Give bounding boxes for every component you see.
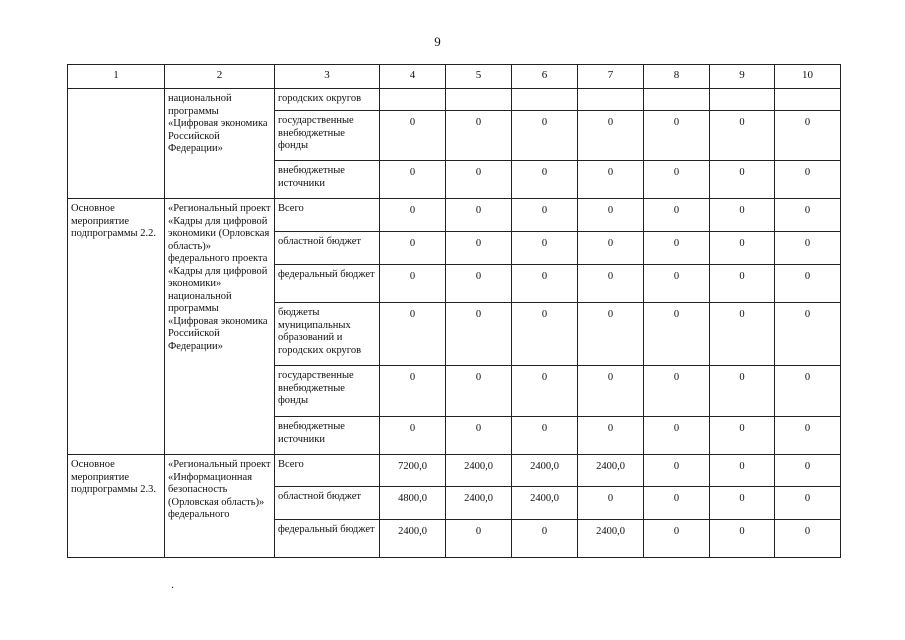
header-cell: 9 [710, 65, 775, 89]
value-cell: 0 [710, 366, 775, 417]
value-cell: 0 [446, 520, 512, 558]
value-cell: 0 [380, 366, 446, 417]
value-cell: 0 [710, 303, 775, 366]
funding-source-cell: областной бюджет [275, 232, 380, 265]
value-cell: 0 [775, 232, 841, 265]
header-cell: 7 [578, 65, 644, 89]
value-cell: 0 [446, 199, 512, 232]
value-cell: 0 [446, 366, 512, 417]
value-cell: 0 [578, 199, 644, 232]
value-cell: 0 [578, 417, 644, 455]
value-cell: 0 [578, 111, 644, 161]
header-cell: 6 [512, 65, 578, 89]
event-cell: Основное мероприятие подпрограммы 2.3. [68, 455, 165, 558]
value-cell: 0 [710, 161, 775, 199]
value-cell: 0 [512, 303, 578, 366]
value-cell: 0 [775, 417, 841, 455]
value-cell: 0 [710, 232, 775, 265]
value-cell: 0 [644, 199, 710, 232]
value-cell: 0 [775, 455, 841, 487]
value-cell: 0 [446, 417, 512, 455]
value-cell: 2400,0 [446, 455, 512, 487]
funding-source-cell: Всего [275, 455, 380, 487]
event-cell [68, 89, 165, 199]
value-cell: 0 [512, 161, 578, 199]
value-cell: 0 [775, 303, 841, 366]
value-cell: 0 [710, 455, 775, 487]
header-cell: 3 [275, 65, 380, 89]
header-cell: 4 [380, 65, 446, 89]
value-cell: 0 [710, 487, 775, 520]
value-cell: 0 [644, 265, 710, 303]
value-cell: 0 [578, 265, 644, 303]
value-cell: 0 [512, 265, 578, 303]
funding-source-cell: областной бюджет [275, 487, 380, 520]
value-cell: 0 [775, 111, 841, 161]
header-row [68, 65, 841, 89]
budget-table [67, 64, 841, 558]
value-cell: 2400,0 [578, 455, 644, 487]
value-cell: 0 [380, 303, 446, 366]
table-row [68, 455, 841, 487]
value-cell [380, 89, 446, 111]
value-cell: 0 [578, 232, 644, 265]
funding-source-cell: федеральный бюджет [275, 520, 380, 558]
header-cell: 1 [68, 65, 165, 89]
value-cell: 0 [710, 417, 775, 455]
value-cell: 0 [380, 111, 446, 161]
funding-source-cell: государственные внебюджетные фонды [275, 111, 380, 161]
value-cell: 0 [578, 366, 644, 417]
value-cell: 0 [775, 520, 841, 558]
value-cell: 0 [512, 520, 578, 558]
value-cell: 0 [512, 111, 578, 161]
table-row [68, 89, 841, 111]
value-cell: 0 [644, 487, 710, 520]
value-cell: 0 [380, 161, 446, 199]
project-cell: национальной программы «Цифровая экономика Российской Федерации» [165, 89, 275, 199]
value-cell [446, 89, 512, 111]
value-cell: 0 [512, 232, 578, 265]
value-cell: 0 [578, 303, 644, 366]
funding-source-cell: государственные внебюджетные фонды [275, 366, 380, 417]
value-cell: 0 [644, 417, 710, 455]
value-cell: 0 [380, 199, 446, 232]
value-cell: 0 [775, 199, 841, 232]
value-cell: 0 [446, 161, 512, 199]
value-cell: 0 [644, 303, 710, 366]
project-cell: «Региональный проект «Кадры для цифровой экономики (Орловская область)» федерального проекта «Кадры для цифровой экономики» национальной программы «Цифровая экономика Российской Федерации» [165, 199, 275, 455]
header-cell: 8 [644, 65, 710, 89]
project-cell: «Региональный проект «Информационная безопасность (Орловская область)» федерального [165, 455, 275, 558]
value-cell: 0 [710, 199, 775, 232]
value-cell [775, 89, 841, 111]
value-cell: 2400,0 [512, 455, 578, 487]
value-cell [512, 89, 578, 111]
funding-source-cell: Всего [275, 199, 380, 232]
value-cell: 0 [512, 366, 578, 417]
value-cell: 0 [775, 161, 841, 199]
value-cell: 0 [446, 265, 512, 303]
value-cell: 0 [578, 161, 644, 199]
value-cell: 0 [512, 417, 578, 455]
value-cell [644, 89, 710, 111]
value-cell: 0 [446, 232, 512, 265]
value-cell: 0 [512, 199, 578, 232]
header-cell: 2 [165, 65, 275, 89]
value-cell: 0 [710, 111, 775, 161]
event-cell: Основное мероприятие подпрограммы 2.2. [68, 199, 165, 455]
value-cell: 4800,0 [380, 487, 446, 520]
value-cell: 0 [578, 487, 644, 520]
header-cell: 5 [446, 65, 512, 89]
value-cell: 0 [446, 303, 512, 366]
value-cell: 0 [644, 455, 710, 487]
funding-source-cell: федеральный бюджет [275, 265, 380, 303]
value-cell: 0 [446, 111, 512, 161]
funding-source-cell: бюджеты муниципальных образований и городских округов [275, 303, 380, 366]
value-cell: 0 [380, 232, 446, 265]
page-number: 9 [434, 34, 441, 49]
value-cell: 0 [775, 487, 841, 520]
value-cell: 2400,0 [380, 520, 446, 558]
funding-source-cell: внебюджетные источники [275, 161, 380, 199]
value-cell: 2400,0 [512, 487, 578, 520]
value-cell: 0 [710, 265, 775, 303]
value-cell: 0 [380, 265, 446, 303]
value-cell: 0 [644, 161, 710, 199]
value-cell: 0 [775, 366, 841, 417]
value-cell: 0 [644, 366, 710, 417]
value-cell: 0 [644, 111, 710, 161]
value-cell [578, 89, 644, 111]
value-cell: 0 [380, 417, 446, 455]
value-cell: 0 [644, 232, 710, 265]
value-cell: 2400,0 [446, 487, 512, 520]
value-cell: 0 [775, 265, 841, 303]
value-cell: 0 [710, 520, 775, 558]
value-cell [710, 89, 775, 111]
table-row [68, 199, 841, 232]
value-cell: 0 [644, 520, 710, 558]
funding-source-cell: городских округов [275, 89, 380, 111]
funding-source-cell: внебюджетные источники [275, 417, 380, 455]
header-cell: 10 [775, 65, 841, 89]
value-cell: 2400,0 [578, 520, 644, 558]
value-cell: 7200,0 [380, 455, 446, 487]
